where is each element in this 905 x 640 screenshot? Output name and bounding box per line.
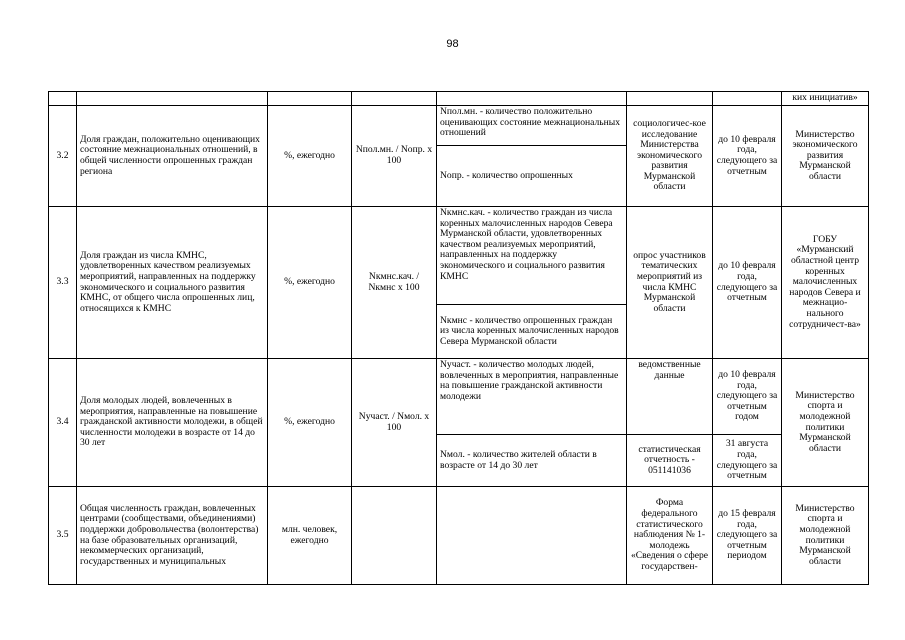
definition: Nучаст. - количество молодых людей, вовлеченных в мероприятия, направленные на повышение гражданской активности молодежи bbox=[437, 359, 627, 435]
definition bbox=[437, 487, 627, 585]
table-row bbox=[49, 487, 869, 585]
data-source: ведомственные данные bbox=[627, 359, 713, 435]
formula: Nкмнс.кач. / Nкмнс х 100 bbox=[352, 207, 437, 359]
formula: Nпол.мн. / Nопр. х 100 bbox=[352, 106, 437, 207]
deadline: до 10 февраля года, следующего за отчетным годом bbox=[713, 359, 782, 435]
formula: Nучаст. / Nмол. х 100 bbox=[352, 359, 437, 487]
table-cell bbox=[268, 92, 352, 106]
data-source: статистическая отчетность - 051141036 bbox=[627, 435, 713, 487]
page-number: 98 bbox=[446, 38, 459, 50]
definition: Nкмнс - количество опрошенных граждан из числа коренных малочисленных народов Севера Мурманской области bbox=[437, 305, 627, 359]
responsible: ГОБУ «Мурманский областной центр коренных малочисленных народов Севера и межнацио-нального сотрудничест-ва» bbox=[782, 207, 869, 359]
table-row bbox=[49, 359, 869, 435]
table-cell bbox=[437, 92, 627, 106]
data-source: социологичес-кое исследование Министерства экономического развития Мурманской области bbox=[627, 106, 713, 207]
indicator-name: Доля граждан, положительно оценивающих состояние межнациональных отношений, в общей численности опрошенных граждан региона bbox=[77, 106, 268, 207]
row-number: 3.2 bbox=[49, 106, 77, 207]
row-number: 3.3 bbox=[49, 207, 77, 359]
responsible: Министерство экономического развития Мурманской области bbox=[782, 106, 869, 207]
indicators-table bbox=[48, 91, 869, 585]
definition: Nпол.мн. - количество положительно оценивающих состояние межнациональных отношений bbox=[437, 106, 627, 146]
data-source: Форма федерального статистического наблюдения № 1-молодежь «Сведения о сфере государствен- bbox=[627, 487, 713, 585]
table-row bbox=[49, 207, 869, 305]
responsible: Министерство спорта и молодежной политики Мурманской области bbox=[782, 487, 869, 585]
table-cell bbox=[713, 92, 782, 106]
indicator-name: Доля молодых людей, вовлеченных в мероприятия, направленные на повышение гражданской активности молодежи, в общей численности молодежи в возрасте от 14 до 30 лет bbox=[77, 359, 268, 487]
unit: %, ежегодно bbox=[268, 359, 352, 487]
continuation-cell: ких инициатив» bbox=[782, 92, 869, 106]
row-number: 3.4 bbox=[49, 359, 77, 487]
table-row bbox=[49, 106, 869, 146]
responsible: Министерство спорта и молодежной политики Мурманской области bbox=[782, 359, 869, 487]
table-cell bbox=[352, 92, 437, 106]
definition: Nкмнс.кач. - количество граждан из числа коренных малочисленных народов Севера Мурманской области, удовлетворенных качеством реализуемых мероприятий, направленных на поддержку экономического и социального развития КМНС bbox=[437, 207, 627, 305]
deadline: 31 августа года, следующего за отчетным bbox=[713, 435, 782, 487]
definition: Nмол. - количество жителей области в возрасте от 14 до 30 лет bbox=[437, 435, 627, 487]
deadline: до 15 февраля года, следующего за отчетным периодом bbox=[713, 487, 782, 585]
deadline: до 10 февраля года, следующего за отчетным bbox=[713, 106, 782, 207]
data-source: опрос участников тематических мероприятий из числа КМНС Мурманской области bbox=[627, 207, 713, 359]
table-cell bbox=[77, 92, 268, 106]
unit: %, ежегодно bbox=[268, 106, 352, 207]
definition: Nопр. - количество опрошенных bbox=[437, 146, 627, 207]
unit: %, ежегодно bbox=[268, 207, 352, 359]
indicator-name: Общая численность граждан, вовлеченных центрами (сообществами, объединениями) поддержки добровольчества (волонтерства) на базе образовательных организаций, некоммерческих организаций, государственных и муниципальных bbox=[77, 487, 268, 585]
row-number: 3.5 bbox=[49, 487, 77, 585]
table-cell bbox=[49, 92, 77, 106]
formula bbox=[352, 487, 437, 585]
indicator-name: Доля граждан из числа КМНС, удовлетворенных качеством реализуемых мероприятий, направленных на поддержку экономического и социального развития КМНС, от общего числа опрошенных лиц, относящихся к КМНС bbox=[77, 207, 268, 359]
unit: млн. человек, ежегодно bbox=[268, 487, 352, 585]
table-cell bbox=[627, 92, 713, 106]
table-row bbox=[49, 92, 869, 106]
deadline: до 10 февраля года, следующего за отчетным bbox=[713, 207, 782, 359]
